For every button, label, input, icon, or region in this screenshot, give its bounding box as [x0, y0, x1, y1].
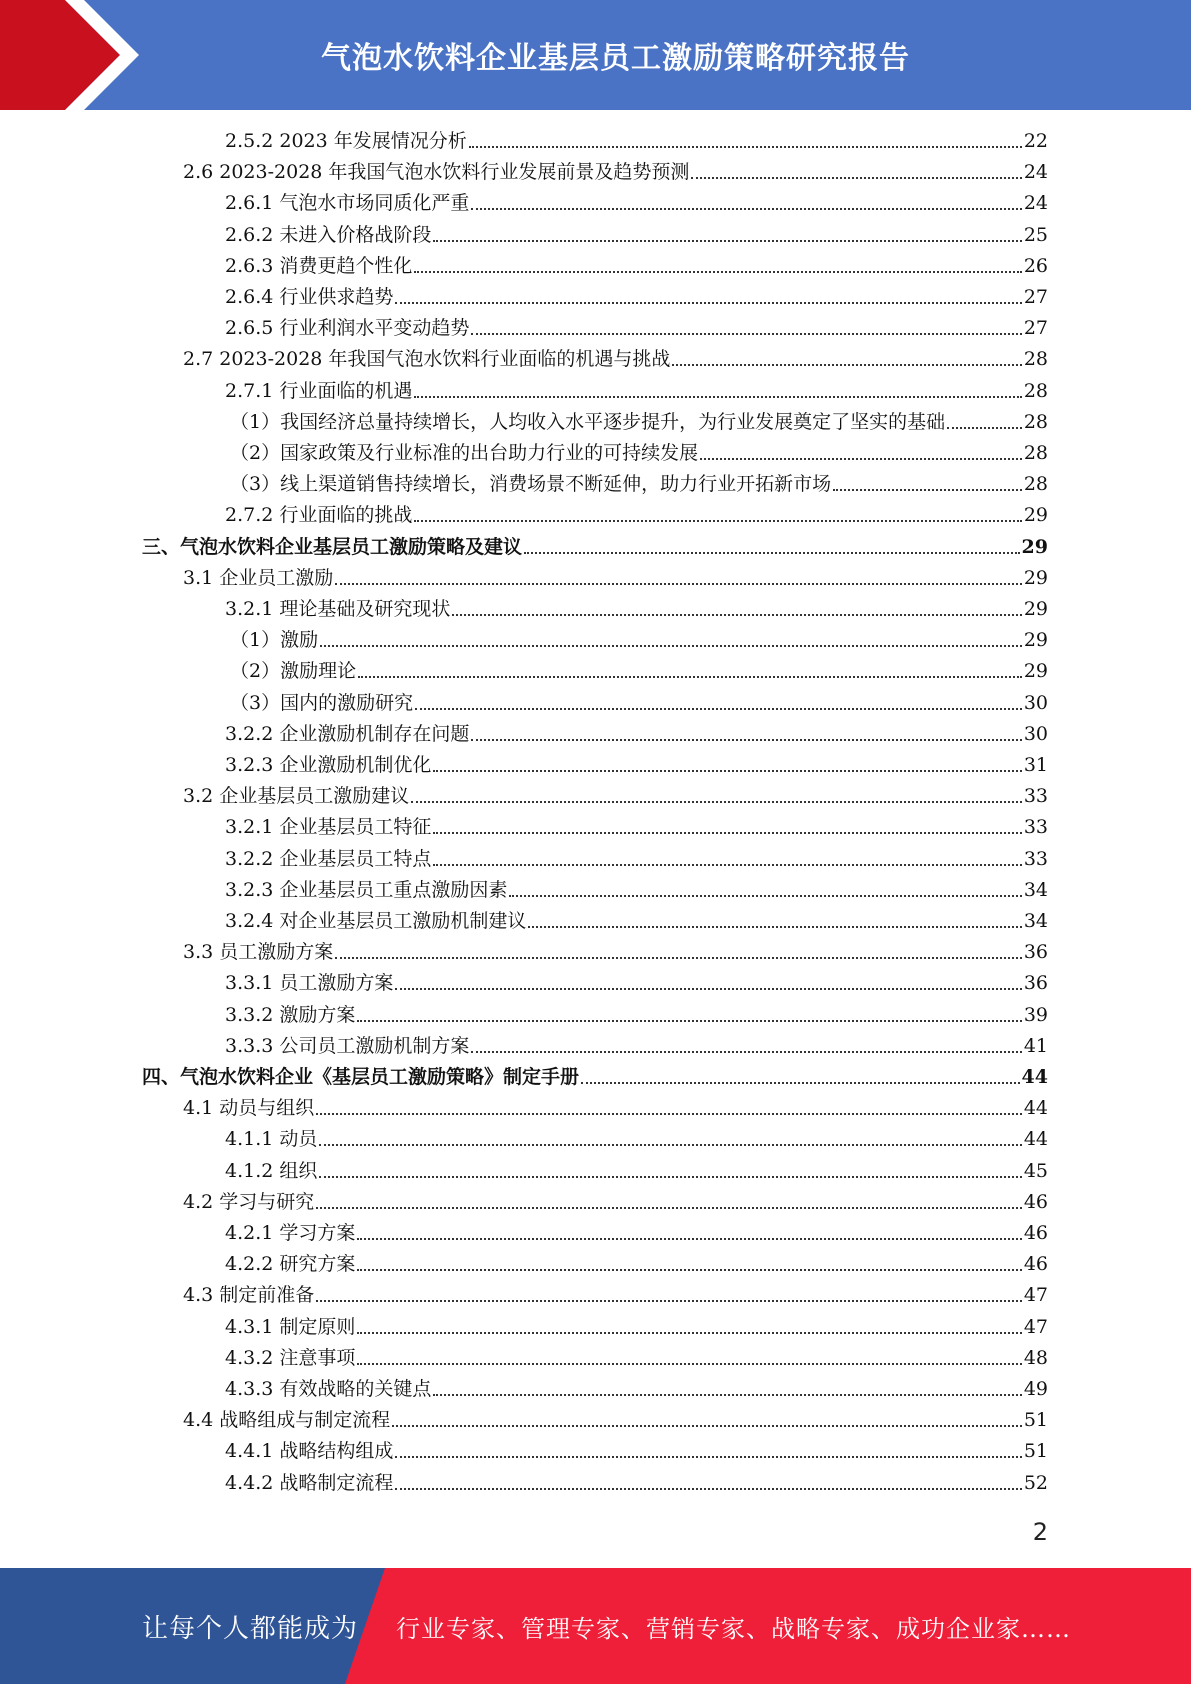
toc-dot-leader — [395, 1487, 1021, 1490]
toc-entry-title: 2.6 2023-2028 年我国气泡水饮料行业发展前景及趋势预测 — [183, 161, 690, 184]
toc-entry[interactable] — [0, 907, 1048, 935]
toc-entry-title: 4.2.2 研究方案 — [225, 1253, 356, 1276]
toc-entry-page: 28 — [1023, 379, 1048, 402]
toc-entry-page: 48 — [1023, 1346, 1048, 1369]
toc-entry-title: 2.7 2023-2028 年我国气泡水饮料行业面临的机遇与挑战 — [183, 348, 671, 371]
toc-entry[interactable] — [0, 1063, 1048, 1091]
toc-entry[interactable] — [0, 439, 1048, 467]
toc-entry[interactable] — [0, 626, 1048, 654]
toc-entry[interactable] — [0, 1281, 1048, 1309]
toc-dot-leader — [358, 675, 1022, 678]
page-footer — [0, 1568, 1191, 1684]
toc-entry[interactable] — [0, 813, 1048, 841]
toc-entry-page: 52 — [1023, 1471, 1048, 1494]
toc-entry-page: 33 — [1023, 816, 1048, 839]
toc-dot-leader — [433, 831, 1021, 834]
toc-entry-page: 36 — [1023, 941, 1048, 964]
toc-dot-leader — [452, 613, 1021, 616]
toc-entry-page: 47 — [1023, 1284, 1048, 1307]
toc-entry-title: 4.4.2 战略制定流程 — [225, 1471, 394, 1494]
toc-entry-title: （3）国内的激励研究 — [230, 691, 414, 714]
toc-entry-page: 47 — [1023, 1315, 1048, 1338]
toc-entry-page: 30 — [1023, 722, 1048, 745]
toc-entry-title: 2.6.1 气泡水市场同质化严重 — [225, 192, 470, 215]
toc-entry-page: 30 — [1023, 691, 1048, 714]
toc-dot-leader — [415, 707, 1022, 710]
toc-entry-title: 3.2.3 企业基层员工重点激励因素 — [225, 878, 508, 901]
toc-dot-leader — [319, 1143, 1021, 1146]
toc-entry[interactable] — [0, 1437, 1048, 1465]
toc-dot-leader — [357, 1331, 1021, 1334]
footer-slogan-right: 行业专家、管理专家、营销专家、战略专家、成功企业家…… — [396, 1614, 1071, 1643]
toc-dot-leader — [528, 925, 1021, 928]
toc-dot-leader — [700, 457, 1022, 460]
toc-entry-title: 2.7.1 行业面临的机遇 — [225, 379, 413, 402]
toc-entry[interactable] — [0, 845, 1048, 873]
toc-dot-leader — [411, 800, 1022, 803]
toc-dot-leader — [509, 894, 1021, 897]
toc-entry[interactable] — [0, 1219, 1048, 1247]
toc-entry-title: 2.6.5 行业利润水平变动趋势 — [225, 317, 470, 340]
toc-entry-title: 四、气泡水饮料企业《基层员工激励策略》制定手册 — [142, 1066, 580, 1088]
footer-slogan-left: 让每个人都能成为 — [142, 1613, 359, 1644]
toc-entry[interactable] — [0, 377, 1048, 405]
toc-entry-title: 2.6.3 消费更趋个性化 — [225, 254, 413, 277]
toc-entry-page: 49 — [1023, 1378, 1048, 1400]
toc-entry-title: （2）国家政策及行业标准的出台助力行业的可持续发展 — [230, 442, 699, 464]
toc-entry-title: 4.4.1 战略结构组成 — [225, 1440, 394, 1463]
toc-entry-title: 4.3.1 制定原则 — [225, 1315, 356, 1338]
toc-entry-title: 2.5.2 2023 年发展情况分析 — [225, 130, 467, 152]
toc-dot-leader — [833, 488, 1022, 491]
toc-entry[interactable] — [0, 720, 1048, 748]
page-number: 2 — [1032, 1518, 1048, 1546]
toc-entry-page: 34 — [1023, 910, 1048, 932]
toc-entry[interactable] — [0, 283, 1048, 311]
toc-entry-title: 4.3 制定前准备 — [183, 1284, 315, 1307]
toc-dot-leader — [414, 519, 1021, 522]
toc-dot-leader — [947, 426, 1022, 429]
toc-entry-page: 34 — [1023, 878, 1048, 901]
toc-entry-page: 26 — [1023, 254, 1048, 277]
toc-entry[interactable] — [0, 252, 1048, 280]
toc-entry-title: 3.2.1 企业基层员工特征 — [225, 816, 432, 839]
toc-entry-page: 24 — [1023, 192, 1048, 215]
toc-entry-page: 44 — [1023, 1128, 1048, 1151]
toc-entry[interactable] — [0, 127, 1048, 155]
toc-dot-leader — [471, 738, 1021, 741]
toc-dot-leader — [433, 239, 1021, 242]
toc-entry-title: 3.2.2 企业基层员工特点 — [225, 847, 432, 870]
toc-entry[interactable] — [0, 689, 1048, 717]
toc-entry-title: 4.4 战略组成与制定流程 — [183, 1409, 391, 1432]
toc-entry-page: 45 — [1023, 1159, 1048, 1182]
toc-entry[interactable] — [0, 189, 1048, 217]
toc-entry[interactable] — [0, 938, 1048, 966]
toc-entry[interactable] — [0, 221, 1048, 249]
toc-entry-page: 28 — [1023, 410, 1048, 433]
toc-entry[interactable] — [0, 533, 1048, 561]
toc-entry[interactable] — [0, 1001, 1048, 1029]
toc-dot-leader — [335, 956, 1022, 959]
toc-entry-title: （2）激励理论 — [230, 660, 357, 683]
toc-entry-title: 3.2 企业基层员工激励建议 — [183, 785, 410, 808]
toc-entry[interactable] — [0, 314, 1048, 342]
toc-entry[interactable] — [0, 876, 1048, 904]
toc-entry-title: 2.6.2 未进入价格战阶段 — [225, 223, 432, 246]
toc-entry-page: 29 — [1023, 660, 1048, 683]
toc-dot-leader — [471, 207, 1021, 210]
toc-entry-title: （1）激励 — [230, 629, 319, 652]
toc-dot-leader — [357, 1268, 1021, 1271]
toc-entry[interactable] — [0, 564, 1048, 592]
toc-entry[interactable] — [0, 657, 1048, 685]
toc-entry-title: 4.1.1 动员 — [225, 1128, 318, 1151]
toc-dot-leader — [414, 395, 1021, 398]
toc-dot-leader — [433, 769, 1021, 772]
toc-entry[interactable] — [0, 1406, 1048, 1434]
toc-entry[interactable] — [0, 969, 1048, 997]
toc-entry-title: 3.2.2 企业激励机制存在问题 — [225, 722, 470, 745]
toc-dot-leader — [357, 1019, 1021, 1022]
toc-entry[interactable] — [0, 1344, 1048, 1372]
toc-dot-leader — [319, 1175, 1021, 1178]
toc-entry-page: 29 — [1023, 566, 1048, 589]
toc-entry-page: 25 — [1023, 223, 1048, 246]
toc-entry-page: 29 — [1023, 629, 1048, 652]
toc-entry-title: 4.3.2 注意事项 — [225, 1346, 356, 1369]
toc-entry-title: 3.3.1 员工激励方案 — [225, 972, 394, 995]
toc-entry[interactable] — [0, 470, 1048, 498]
toc-entry-title: 3.3.3 公司员工激励机制方案 — [225, 1034, 470, 1057]
toc-entry-title: （3）线上渠道销售持续增长，消费场景不断延伸，助力行业开拓新市场 — [230, 473, 832, 496]
header-chevron-decoration — [0, 0, 150, 110]
toc-entry[interactable] — [0, 345, 1048, 373]
toc-dot-leader — [395, 1455, 1021, 1458]
toc-entry-title: 3.2.1 理论基础及研究现状 — [225, 598, 451, 620]
toc-entry-title: 2.7.2 行业面临的挑战 — [225, 504, 413, 527]
toc-entry-page: 46 — [1023, 1253, 1048, 1276]
toc-entry-page: 44 — [1021, 1066, 1048, 1088]
toc-dot-leader — [433, 863, 1021, 866]
toc-entry-title: 3.3.2 激励方案 — [225, 1003, 356, 1026]
toc-dot-leader — [691, 176, 1021, 179]
toc-entry-page: 28 — [1023, 348, 1048, 371]
toc-dot-leader — [524, 551, 1020, 554]
toc-entry-title: 2.6.4 行业供求趋势 — [225, 286, 394, 308]
toc-entry[interactable] — [0, 158, 1048, 186]
toc-dot-leader — [581, 1081, 1020, 1084]
toc-entry-page: 33 — [1023, 785, 1048, 808]
toc-entry-page: 29 — [1021, 535, 1048, 558]
document-title: 气泡水饮料企业基层员工激励策略研究报告 — [321, 41, 910, 76]
toc-dot-leader — [357, 1362, 1021, 1365]
toc-entry-title: 3.2.3 企业激励机制优化 — [225, 754, 432, 776]
toc-dot-leader — [335, 582, 1022, 585]
toc-entry[interactable] — [0, 1125, 1048, 1153]
toc-entry-page: 29 — [1023, 598, 1048, 620]
toc-entry[interactable] — [0, 595, 1048, 623]
toc-dot-leader — [316, 1206, 1022, 1209]
toc-dot-leader — [471, 332, 1021, 335]
toc-entry[interactable] — [0, 1469, 1048, 1497]
toc-entry-page: 44 — [1023, 1097, 1048, 1120]
toc-dot-leader — [395, 987, 1021, 990]
toc-entry[interactable] — [0, 1157, 1048, 1185]
toc-dot-leader — [414, 270, 1021, 273]
toc-entry-page: 36 — [1023, 972, 1048, 995]
toc-entry-page: 41 — [1023, 1034, 1048, 1057]
toc-dot-leader — [316, 1299, 1022, 1302]
toc-dot-leader — [357, 1237, 1021, 1240]
toc-entry-page: 24 — [1023, 161, 1048, 184]
toc-dot-leader — [316, 1112, 1022, 1115]
toc-entry[interactable] — [0, 751, 1048, 779]
toc-entry-page: 29 — [1023, 504, 1048, 527]
toc-entry-page: 28 — [1023, 442, 1048, 464]
toc-entry[interactable] — [0, 408, 1048, 436]
toc-entry-page: 51 — [1023, 1440, 1048, 1463]
toc-entry-title: 3.1 企业员工激励 — [183, 566, 334, 589]
toc-entry-page: 51 — [1023, 1409, 1048, 1432]
toc-entry-title: 三、气泡水饮料企业基层员工激励策略及建议 — [142, 535, 523, 558]
toc-entry-page: 33 — [1023, 847, 1048, 870]
toc-dot-leader — [471, 1050, 1021, 1053]
toc-dot-leader — [320, 644, 1022, 647]
toc-entry-title: （1）我国经济总量持续增长，人均收入水平逐步提升，为行业发展奠定了坚实的基础 — [230, 410, 946, 433]
toc-entry-title: 3.3 员工激励方案 — [183, 941, 334, 964]
toc-entry[interactable] — [0, 1094, 1048, 1122]
toc-dot-leader — [469, 145, 1022, 148]
toc-entry[interactable] — [0, 501, 1048, 529]
page-header — [0, 0, 1191, 110]
toc-entry-page: 46 — [1023, 1190, 1048, 1213]
toc-entry[interactable] — [0, 1313, 1048, 1341]
toc-entry-page: 27 — [1023, 286, 1048, 308]
toc-entry[interactable] — [0, 1250, 1048, 1278]
toc-dot-leader — [395, 301, 1021, 304]
toc-entry[interactable] — [0, 1188, 1048, 1216]
toc-dot-leader — [672, 363, 1021, 366]
toc-entry-page: 28 — [1023, 473, 1048, 496]
toc-entry-page: 27 — [1023, 317, 1048, 340]
toc-dot-leader — [392, 1424, 1022, 1427]
toc-entry-title: 4.1 动员与组织 — [183, 1097, 315, 1120]
toc-entry-title: 4.2 学习与研究 — [183, 1190, 315, 1213]
toc-entry[interactable] — [0, 1032, 1048, 1060]
toc-entry-page: 46 — [1023, 1222, 1048, 1244]
toc-entry[interactable] — [0, 782, 1048, 810]
toc-entry-page: 39 — [1023, 1003, 1048, 1026]
toc-entry[interactable] — [0, 1375, 1048, 1403]
toc-dot-leader — [433, 1393, 1021, 1396]
toc-entry-title: 4.2.1 学习方案 — [225, 1222, 356, 1244]
toc-entry-title: 3.2.4 对企业基层员工激励机制建议 — [225, 910, 527, 932]
toc-entry-title: 4.1.2 组织 — [225, 1159, 318, 1182]
toc-entry-title: 4.3.3 有效战略的关键点 — [225, 1378, 432, 1400]
toc-entry-page: 31 — [1023, 754, 1048, 776]
toc-entry-page: 22 — [1023, 130, 1048, 152]
